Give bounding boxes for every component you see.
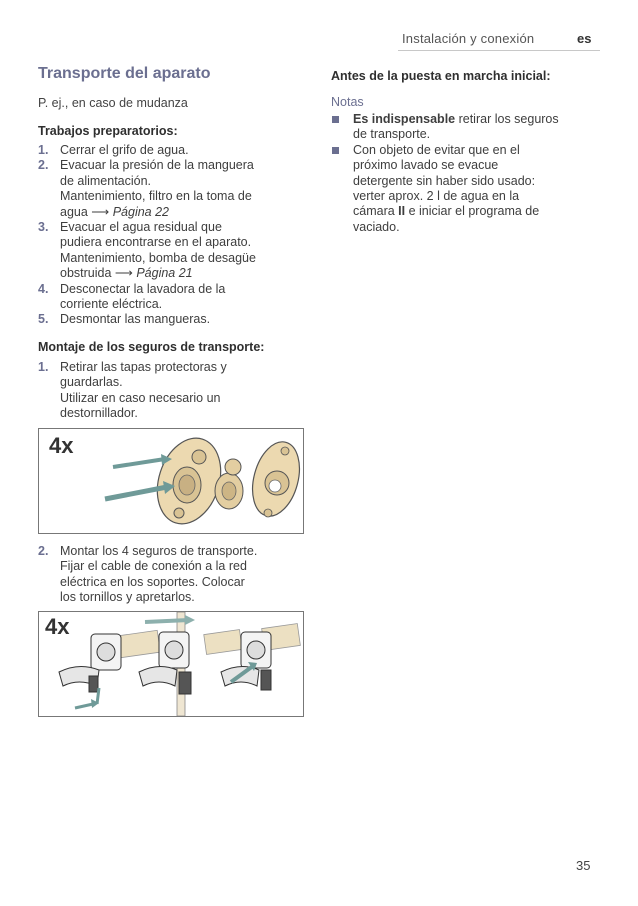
list-item [38, 158, 308, 220]
figure-quantity-label: 4x [45, 614, 70, 639]
step-text [60, 205, 308, 220]
step-number: 4. [38, 281, 49, 296]
notes-list [331, 112, 601, 235]
step-text [60, 266, 308, 281]
step-text: Mantenimiento, bomba de desagüe [60, 250, 256, 265]
list-item [38, 143, 308, 158]
figure-transport-locks [38, 611, 304, 717]
step-text: eléctrica en los soportes. Colocar [60, 574, 245, 589]
page-number: 35 [576, 858, 591, 873]
step-text: Desconectar la lavadora de la [60, 281, 226, 296]
note-emphasis: Es indispensable [353, 112, 456, 126]
figure-protective-caps [38, 428, 304, 534]
square-bullet-icon [332, 147, 339, 154]
step-number: 1. [38, 143, 49, 157]
step-text: Fijar el cable de conexión a la red [60, 559, 247, 574]
note-text-part: cámara [353, 204, 399, 219]
list-item [38, 220, 308, 282]
page-reference-link[interactable]: Página 21 [136, 266, 193, 281]
page-subtitle: P. ej., en caso de mudanza [38, 96, 188, 110]
list-item [38, 544, 308, 606]
step-text: Evacuar el agua residual que [60, 220, 222, 235]
note-text: próximo lavado se evacue [353, 158, 499, 173]
step-text: pudiera encontrarse en el aparato. [60, 235, 252, 250]
ref-prefix: obstruida [60, 266, 112, 281]
step-text: destornillador. [60, 406, 138, 421]
page-title: Transporte del aparato [38, 65, 211, 82]
arrow-right-icon: ⟶ [114, 266, 133, 281]
step-text: corriente eléctrica. [60, 297, 163, 312]
list-item [38, 282, 308, 313]
step-text: Mantenimiento, filtro en la toma de [60, 189, 252, 204]
note-text-part: e iniciar el programa de [405, 204, 540, 219]
note-text: verter aprox. 2 l de agua en la [353, 189, 520, 204]
transport-locks-illustration [39, 612, 303, 716]
figure-quantity-label: 4x [49, 433, 74, 458]
step-text: Evacuar la presión de la manguera [60, 158, 254, 173]
step-number: 5. [38, 312, 49, 327]
note-text [353, 112, 601, 127]
note-text: de transporte. [353, 127, 431, 142]
step-text: guardarlas. [60, 375, 123, 390]
step-text: Desmontar las mangueras. [60, 312, 211, 327]
protective-caps-illustration [39, 429, 303, 533]
header-section-title: Instalación y conexión [402, 31, 535, 46]
list-item [38, 360, 308, 422]
step-text: los tornillos y apretarlos. [60, 590, 195, 605]
prep-steps-list [38, 143, 308, 328]
step-text: Cerrar el grifo de agua. [60, 143, 189, 157]
note-text: Con objeto de evitar que en el [353, 142, 520, 157]
list-item [38, 312, 308, 327]
header-language: es [577, 31, 592, 46]
chamber-label: II [398, 204, 406, 219]
list-item [331, 143, 601, 235]
ref-prefix: agua [60, 204, 88, 219]
list-item [331, 112, 601, 143]
square-bullet-icon [332, 116, 339, 123]
step-number: 2. [38, 544, 49, 558]
mount-step1-list [38, 360, 308, 422]
step-number: 2. [38, 158, 49, 173]
notes-label: Notas [331, 95, 364, 109]
step-text: Montar los 4 seguros de transporte. [60, 544, 258, 558]
note-text-part: retirar los seguros [455, 112, 559, 126]
note-text: detergente sin haber sido usado: [353, 173, 536, 188]
mount-step2-list [38, 544, 308, 606]
page-reference-link[interactable]: Página 22 [112, 204, 170, 219]
mount-heading: Montaje de los seguros de transporte: [38, 340, 265, 354]
step-text: de alimentación. [60, 173, 152, 188]
arrow-right-icon: ⟶ [91, 204, 110, 219]
note-text [353, 204, 601, 219]
prep-heading: Trabajos preparatorios: [38, 124, 178, 138]
step-text: Retirar las tapas protectoras y [60, 360, 227, 374]
header-divider [398, 50, 600, 51]
step-number: 3. [38, 220, 49, 235]
note-text: vaciado. [353, 219, 400, 234]
step-text: Utilizar en caso necesario un [60, 390, 221, 405]
right-heading: Antes de la puesta en marcha inicial: [331, 69, 551, 83]
step-number: 1. [38, 360, 49, 374]
